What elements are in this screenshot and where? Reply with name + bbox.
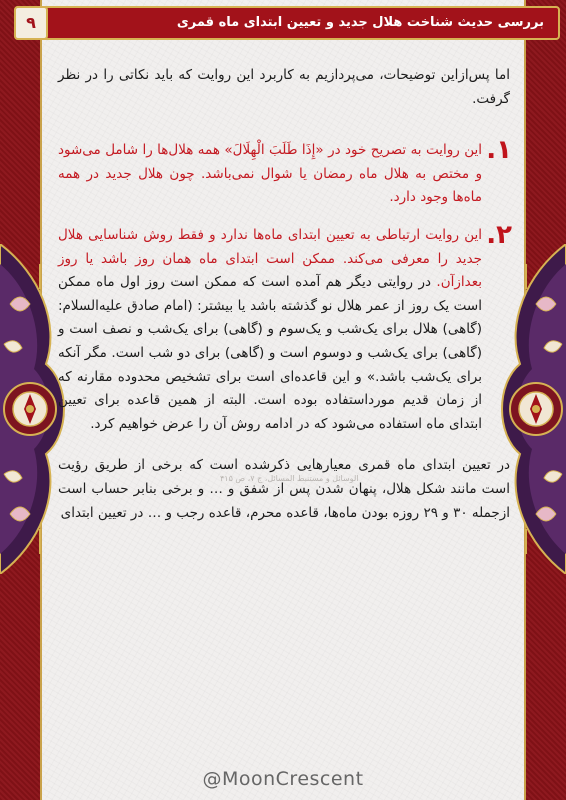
channel-handle: @MoonCrescent — [202, 768, 364, 790]
list-number-2: ۲. — [486, 219, 512, 250]
page-number: ۹ — [14, 6, 48, 40]
list-item-2-text: در روایتی دیگر هم آمده است که ممکن است روز اول ماه ممکن است یک روز از عمر هلال نو گذشته باشد یا بیشتر: (امام صادق علیه‌السلام: (گاهی) هلال برای یک‌شب و یک‌سوم و (گاهی) برای یک‌شب و نصف است و (گاهی) برای یک‌شب و دوسوم است و (گاهی) برای دو شب است. مگر آنکه برای یک‌شب باشد.» و این قاعده‌ای است برای تشخیص محدوده مقارنه که از زمان قدیم مورداستفاده بوده است. البته از همین قاعده برای تعیین ابتدای ماه استفاده می‌شود که در ادامه روش آن را عرض خواهیم کرد. — [58, 274, 482, 432]
closing-paragraph: در تعیین ابتدای ماه قمری معیارهایی ذکرشده است که برخی از طریق رؤیت است مانند شکل هلال، پنهان شدن پس از شفق و … و برخی بنابر حساب است ازجمله ۳۰ و ۲۹ روزه بودن ماه‌ها، قاعده محرم، قاعده رجب و … در تعیین ابتدای — [58, 457, 510, 521]
list-item-1-text: این روایت به تصریح خود در «إِذَا طَلَبَ الْهِلَالَ» همه هلال‌ها را شامل می‌شود و مختص به هلال ماه رمضان یا شوال نمی‌باشد. چون هلال جدید در همه ماه‌ها وجود دارد. — [58, 142, 482, 206]
list-item-1 — [58, 135, 512, 210]
list-number-1: ۱. — [486, 135, 512, 166]
article-body — [58, 64, 510, 525]
intro-paragraph: اما پس‌ازاین توضیحات، می‌پردازیم به کاربرد این روایت که باید نکاتی را در نظر گرفت. — [58, 67, 510, 107]
list-item-2 — [58, 219, 512, 436]
chapter-title: بررسی حدیث شناخت هلال جدید و تعیین ابتدای ماه قمری — [176, 15, 544, 30]
list-item-2-highlight: این روایت ارتباطی به تعیین ابتدای ماه‌ها ندارد و فقط روش شناسایی هلال جدید را معرفی می‌کند. ممکن است ابتدای ماه همان روز باشد یا روز بعدازآن. — [58, 226, 482, 291]
footnote-source: الوسائل و مستنبط المسائل، ج ۷، ص ۴۱۵ — [220, 474, 359, 483]
header-bar — [14, 6, 560, 40]
